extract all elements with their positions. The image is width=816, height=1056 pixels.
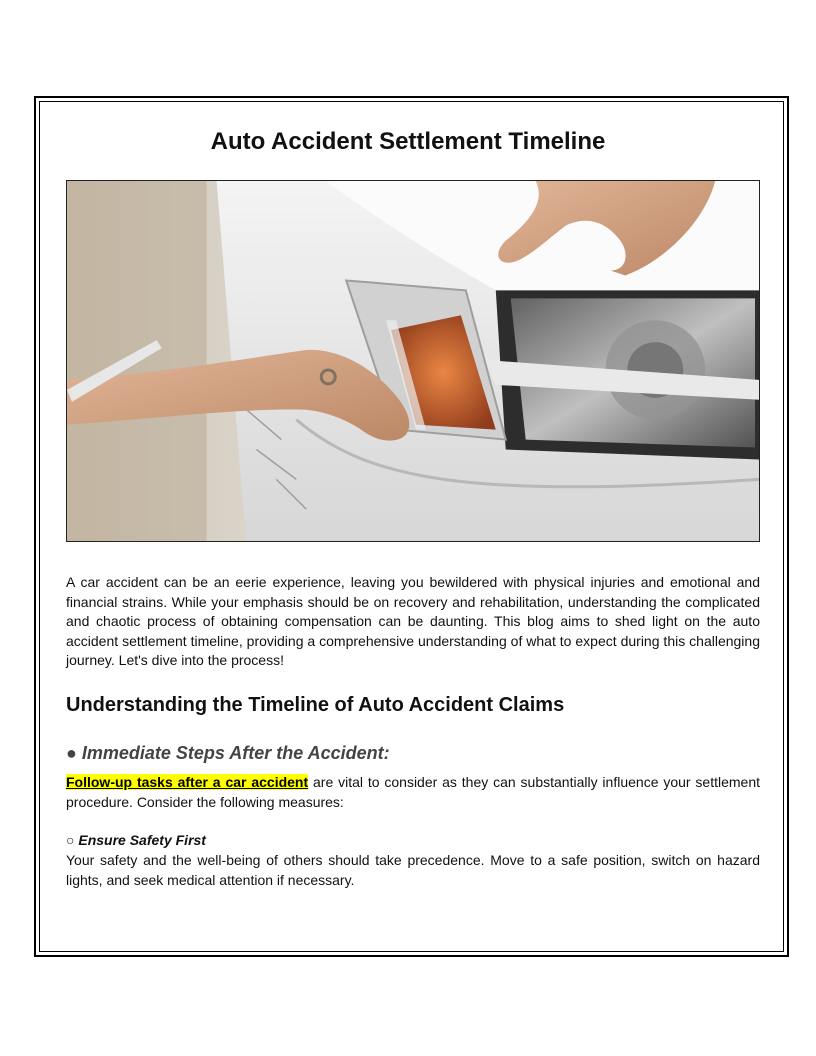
step-heading [66,832,760,848]
intro-paragraph: A car accident can be an eerie experience, leaving you bewildered with physical injuries and emotional and financial strains. While your emphasis should be on recovery and rehabilitation, understanding the complicated and chaotic process of obtaining compensation can be daunting. This blog aims to shed light on the auto accident settlement timeline, providing a comprehensive understanding of what to expect during this challenging journey. Let's dive into the process! [66,574,760,669]
car-damage-illustration [67,181,759,541]
hollow-bullet-icon: ○ [66,832,79,848]
subsection-paragraph [66,773,760,812]
follow-up-tasks-link[interactable]: Follow-up tasks after a car accident [66,774,309,790]
car-damage-photo [66,180,760,542]
subsection-heading: ● Immediate Steps After the Accident: [66,743,390,763]
section-heading: Understanding the Timeline of Auto Accident Claims [66,694,565,716]
page-title: Auto Accident Settlement Timeline [210,128,606,155]
step-paragraph: Your safety and the well-being of others should take precedence. Move to a safe position, switch on hazard lights, and seek medical attention if necessary. [66,852,760,888]
subsection-body-text: are vital to consider as they can substantially influence your settlement procedure. Consider the following measures: [66,774,761,810]
step-heading-text: Ensure Safety First [78,832,206,848]
